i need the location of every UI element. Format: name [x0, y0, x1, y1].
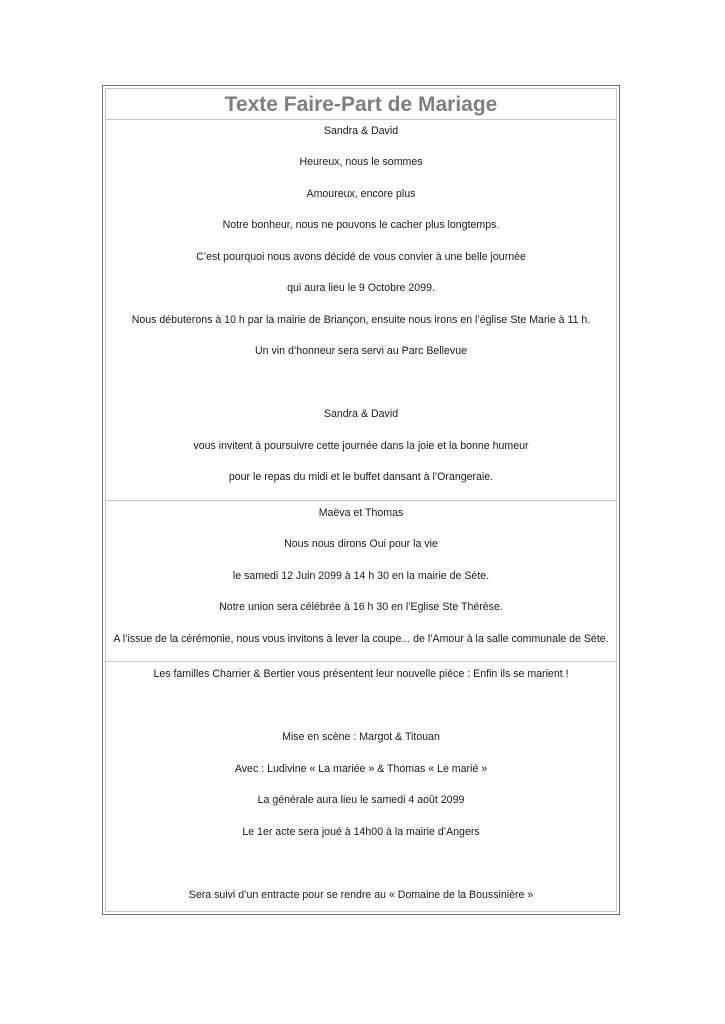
section3-line: Le 1er acte sera joué à 14h00 à la mairie d’Angers [242, 826, 480, 838]
section1-line: Sandra & David [323, 408, 399, 420]
section3-line: Sera suivi d’un entracte pour se rendre au « Domaine de la Boussinière » [188, 889, 534, 901]
section1-line: Heureux, nous le sommes [299, 156, 423, 168]
section-separator [106, 661, 616, 662]
section2-line: A l’issue de la cérémonie, nous vous invitons à lever la coupe... de l’Amour à la salle communale de Sète. [113, 633, 609, 645]
invitation-table-inner [105, 88, 617, 912]
section2-line: le samedi 12 Juin 2099 à 14 h 30 en la mairie de Sète. [232, 570, 490, 582]
section1-line: Sandra & David [323, 125, 399, 137]
section1-line: qui aura lieu le 9 Octobre 2099. [287, 282, 435, 294]
section1-line: C’est pourquoi nous avons décidé de vous convier à une belle journée [196, 251, 526, 263]
section1-line: Amoureux, encore plus [306, 188, 416, 200]
section3-line: Avec : Ludivine « La mariée » & Thomas « Le marié » [234, 763, 488, 775]
section3-line: Mise en scène : Margot & Titouan [282, 731, 440, 743]
section1-line: pour le repas du midi et le buffet dansant à l’Orangeraie. [228, 471, 494, 483]
title-separator [106, 119, 616, 120]
section1-line: vous invitent à poursuivre cette journée dans la joie et la bonne humeur [193, 440, 529, 452]
section1-line: Nous débuterons à 10 h par la mairie de Briançon, ensuite nous irons en l’église Ste Marie à 11 h. [131, 314, 591, 326]
invitation-table [102, 85, 620, 915]
section1-line: Un vin d’honneur sera servi au Parc Bellevue [255, 345, 467, 357]
section-separator [106, 500, 616, 501]
section3-line: Les familles Charrier & Bertier vous présentent leur nouvelle pièce : Enfin ils se marient ! [153, 668, 569, 680]
section1-line: Notre bonheur, nous ne pouvons le cacher plus longtemps. [222, 219, 500, 231]
page-title: Texte Faire-Part de Mariage [224, 93, 498, 116]
section2-line: Nous nous dirons Oui pour la vie [284, 538, 438, 550]
section2-line: Maëva et Thomas [318, 507, 404, 519]
section2-line: Notre union sera célébrée à 16 h 30 en l’Eglise Ste Thérèse. [219, 601, 503, 613]
section3-line: La générale aura lieu le samedi 4 août 2099 [257, 794, 465, 806]
